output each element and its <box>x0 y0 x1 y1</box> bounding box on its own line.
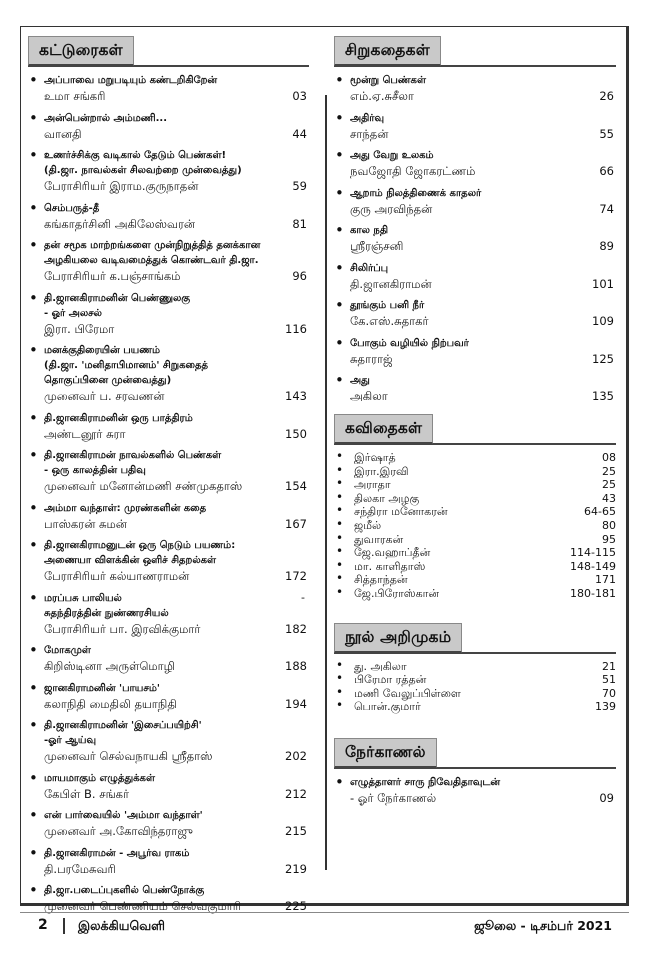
entry-title: தொகுப்பினை முன்வைத்து) <box>44 375 172 386</box>
entry-title: • கால நதி <box>350 225 389 236</box>
author-row <box>350 238 616 254</box>
toc-entry <box>28 718 309 764</box>
toc-entry <box>28 591 309 637</box>
entry-title: • மோகமுள் <box>44 645 91 656</box>
author-row <box>44 621 309 637</box>
entry-title: • எழுத்தாளர் சாரு நிவேதிதாவுடன் <box>350 776 501 788</box>
entry-author: பேராசிரியர் இராம.குருநாதன் <box>44 179 199 193</box>
entry-page: 188 <box>285 659 307 673</box>
column-divider <box>325 95 327 870</box>
entry-author: பேராசிரியர் க.பஞ்சாங்கம் <box>44 269 181 283</box>
contributor-name: • அராதா <box>334 478 391 492</box>
entry-title: • அப்பாவை மறுபடியும் கண்டறிகிறேன் <box>44 75 218 86</box>
entry-page: 25 <box>602 478 616 492</box>
toc-entry <box>28 111 309 142</box>
entry-page: 219 <box>285 861 307 876</box>
entry-title: • தி.ஜானகிராமனின் 'இசைப்பயிற்சி' <box>44 720 202 731</box>
entry-page: 59 <box>292 179 307 193</box>
toc-entry <box>334 775 616 806</box>
entry-title: • தி.ஜானகிராமன் - அபூர்வ ராகம் <box>44 847 190 859</box>
stories-list <box>334 73 616 404</box>
author-row <box>350 351 616 367</box>
entry-page: 194 <box>285 696 307 711</box>
entry-title: • தூங்கும் பனி நீர் <box>350 300 425 311</box>
toc-entry <box>28 501 309 532</box>
magazine-name: இலக்கியவெளி <box>78 918 165 933</box>
entry-author: கலாநிதி மைதிலி தயாநிதி <box>44 696 177 711</box>
toc-entry <box>334 148 616 179</box>
contributor-name: • மா. காளிதாஸ் <box>334 560 425 574</box>
author-row <box>44 268 309 284</box>
entry-title: • அது <box>350 375 370 386</box>
entry-page: 26 <box>599 89 614 103</box>
toc-entry <box>28 448 309 494</box>
entry-title: • தி.ஜானகிராமனுடன் ஒரு நெடும் பயணம்: <box>44 540 236 551</box>
contributor-name: • ஜமீல் <box>334 519 381 533</box>
entry-title: அழகியலை வடிவமைத்துக் கொண்டவர் தி.ஜா. <box>44 255 259 266</box>
entry-author: முனைவர் பெண்ணியம் செல்வகுமாரி <box>44 899 242 913</box>
poems-heading: கவிதைகள் <box>334 414 433 444</box>
page-number: 2 <box>38 917 48 933</box>
entry-page: 25 <box>602 464 616 478</box>
interview-heading: நேர்காணல் <box>334 738 437 768</box>
entry-page: 81 <box>292 216 307 231</box>
entry-page: 09 <box>599 790 614 805</box>
toc-row <box>334 673 616 687</box>
toc-entry <box>334 73 616 104</box>
entry-author: வானதி <box>44 126 82 141</box>
entry-page: 182 <box>285 621 307 636</box>
books-heading: நூல் அறிமுகம் <box>334 623 462 653</box>
toc-entry <box>28 846 309 877</box>
toc-row <box>334 573 616 587</box>
entry-title: (தி.ஜா. 'மனிதாபிமானம்' சிறுகதைத் <box>44 360 208 371</box>
toc-row <box>334 546 616 560</box>
entry-author: எம்.ஏ.சுசீலா <box>350 89 414 103</box>
entry-page: 95 <box>602 532 616 546</box>
entry-title: • சிலிர்ப்பு <box>350 262 389 274</box>
entry-title: • அம்மா வந்தாள்: முரண்களின் கதை <box>44 502 207 514</box>
toc-entry <box>28 73 309 104</box>
entry-title: -ஓர் ஆய்வு <box>44 735 97 746</box>
contributor-name: • துவாரகன் <box>334 533 403 547</box>
toc-entry <box>28 291 309 337</box>
entry-author: அகிலா <box>350 389 388 403</box>
entry-page: 154 <box>285 479 307 493</box>
author-row <box>44 823 309 839</box>
entry-page: 55 <box>599 126 614 141</box>
entry-page: 150 <box>285 426 307 441</box>
toc-row <box>334 700 616 714</box>
entry-author: சாந்தன் <box>350 126 389 141</box>
entry-page: 89 <box>599 239 614 253</box>
author-row <box>350 201 616 217</box>
entry-page: 167 <box>285 516 307 531</box>
toc-entry <box>28 808 309 839</box>
toc-entry <box>28 681 309 712</box>
entry-page: 43 <box>602 491 616 505</box>
toc-entry <box>28 411 309 442</box>
entry-author: பேராசிரியர் கல்யாணராமன் <box>44 569 190 583</box>
entry-page: 171 <box>595 573 616 587</box>
articles-heading: கட்டுரைகள் <box>28 36 134 66</box>
entry-author: உமா சங்கரி <box>44 89 106 103</box>
toc-entry <box>28 238 309 284</box>
toc-entry <box>28 883 309 914</box>
author-row <box>350 313 616 329</box>
entry-author: ஸ்ரீரஞ்சனி <box>350 239 404 253</box>
toc-row <box>334 533 616 547</box>
entry-author: தி.ஜானகிராமன் <box>350 276 432 291</box>
contributor-name: • திலகா அழகு <box>334 492 419 506</box>
contributor-name: • இரா.இரவி <box>334 465 409 479</box>
entry-page: 139 <box>595 700 616 714</box>
entry-title: அணையா விளக்கின் ஒளிச் சிதறல்கள் <box>44 555 217 566</box>
contributor-name: • சந்திரா மனோகரன் <box>334 505 448 519</box>
author-row <box>44 658 309 674</box>
toc-row <box>334 560 616 574</box>
toc-row <box>334 687 616 701</box>
toc-row <box>334 505 616 519</box>
entry-title: • அதிர்வு <box>350 112 385 124</box>
entry-page: 114-115 <box>570 546 616 560</box>
entry-author: குரு அரவிந்தன் <box>350 201 433 216</box>
entry-page: 116 <box>285 321 307 336</box>
entry-title: • உணர்ச்சிக்கு வடிகால் தேடும் பெண்கள்! <box>44 150 227 161</box>
entry-page: 96 <box>292 269 307 283</box>
poems-list <box>334 451 616 601</box>
toc-entry <box>28 343 309 404</box>
toc-entry <box>334 336 616 367</box>
entry-author: கிறிஸ்டினா அருள்மொழி <box>44 659 175 673</box>
author-row <box>350 163 616 179</box>
entry-title: • ஆறாம் நிலத்திணைக் காதலர் <box>350 187 482 199</box>
entry-title: • போகும் வழியில் நிற்பவர் <box>350 337 469 349</box>
author-row <box>44 696 309 712</box>
entry-page: 03 <box>292 89 307 103</box>
entry-page: 21 <box>602 659 616 673</box>
entry-page: 74 <box>599 201 614 216</box>
entry-author: தி.பரமேசுவரி <box>44 861 116 876</box>
entry-title: • ஜானகிராமனின் 'பாயசம்' <box>44 682 160 694</box>
contributor-name: • இர்ஷாத் <box>334 451 396 465</box>
footer-separator <box>63 918 65 934</box>
contributor-name: • பொன்.குமார் <box>334 700 421 714</box>
entry-page: 51 <box>602 673 616 687</box>
entry-title: • தி.ஜானகிராமனின் ஒரு பாத்திரம் <box>44 412 193 424</box>
entry-title: • தி.ஜா.படைப்புகளில் பெண்நோக்கு <box>44 885 205 896</box>
toc-row <box>334 587 616 601</box>
author-row <box>44 861 309 877</box>
contributor-name: • து. அகிலா <box>334 660 407 674</box>
toc-entry <box>28 771 309 802</box>
left-column <box>28 36 309 921</box>
entry-page: 125 <box>592 351 614 366</box>
author-row <box>44 126 309 142</box>
author-row <box>350 126 616 142</box>
entry-title: • தி.ஜானகிராமனின் பெண்ணுலகு <box>44 292 191 304</box>
toc-entry <box>334 298 616 329</box>
toc-entry <box>334 111 616 142</box>
interview-list <box>334 775 616 806</box>
entry-page: 64-65 <box>584 505 616 519</box>
entry-author: அண்டனூர் சுரா <box>44 426 126 441</box>
author-row <box>350 276 616 292</box>
entry-title: - ஓர் அலசல் <box>44 307 102 319</box>
author-row <box>350 388 616 404</box>
footer-rule <box>20 912 629 913</box>
entry-page: 80 <box>602 518 616 532</box>
entry-title: • மனக்குதிரையின் பயணம் <box>44 345 161 356</box>
entry-page: 70 <box>602 686 616 700</box>
author-row <box>44 178 309 194</box>
author-row <box>44 748 309 764</box>
contributor-name: • ஜே.பிரோஸ்கான் <box>334 587 439 601</box>
author-row <box>44 568 309 584</box>
entry-page: 225 <box>285 899 307 913</box>
entry-title: • என் பார்வையில் 'அம்மா வந்தாள்' <box>44 810 203 821</box>
toc-entry <box>334 223 616 254</box>
toc-row <box>334 451 616 465</box>
entry-page: 109 <box>592 314 614 328</box>
toc-entry <box>28 643 309 674</box>
toc-row <box>334 465 616 479</box>
author-row <box>44 516 309 532</box>
entry-author: கேபிள் B. சங்கர் <box>44 786 130 801</box>
entry-title: • செம்பருத்-தீ <box>44 202 100 214</box>
author-row <box>44 321 309 337</box>
entry-title: • தி.ஜானகிராமன் நாவல்களில் பெண்கள் <box>44 450 222 461</box>
entry-title: • அன்பென்றால் அம்மணி... <box>44 112 168 124</box>
stories-section <box>334 36 616 404</box>
entry-title: • மூன்று பெண்கள் <box>350 75 426 86</box>
contributor-name: • சித்தாந்தன் <box>334 573 408 587</box>
entry-author: முனைவர் செல்வநாயகி ஸ்ரீதாஸ் <box>44 749 213 763</box>
entry-page: 135 <box>592 389 614 403</box>
toc-entry <box>28 538 309 584</box>
entry-page: 44 <box>292 126 307 141</box>
entry-page: 148-149 <box>570 559 616 573</box>
entry-page: 143 <box>285 389 307 403</box>
author-row <box>350 88 616 104</box>
entry-title: • மரப்பசு பாலியல் <box>44 592 122 604</box>
entry-title: • அது வேறு உலகம் <box>350 150 434 161</box>
entry-page: 08 <box>602 451 616 464</box>
entry-author: கே.எஸ்.சுதாகர் <box>350 314 429 328</box>
contributor-name: • ஜே.வஹாப்தீன் <box>334 546 430 560</box>
author-row <box>44 786 309 802</box>
toc-entry <box>334 261 616 292</box>
entry-title: சுதந்திரத்தின் நுண்ணரசியல் <box>44 607 169 619</box>
poems-section <box>334 414 616 601</box>
toc-row <box>334 478 616 492</box>
entry-page: 212 <box>285 786 307 801</box>
right-column <box>334 36 616 812</box>
entry-title: • மாயமாகும் எழுத்துக்கள் <box>44 772 155 784</box>
author-row <box>44 388 309 404</box>
author-row <box>44 426 309 442</box>
entry-page: 101 <box>592 276 614 291</box>
entry-author: நவஜோதி ஜோகரட்ணம் <box>350 164 476 178</box>
toc-row <box>334 519 616 533</box>
author-row <box>350 790 616 806</box>
stories-heading: சிறுகதைகள் <box>334 36 441 66</box>
entry-author: பாஸ்கரன் சுமன் <box>44 516 127 531</box>
entry-page: 172 <box>285 569 307 583</box>
articles-section <box>28 36 309 914</box>
entry-author: முனைவர் அ.கோவிந்தராஜு <box>44 824 193 838</box>
entry-author: - ஓர் நேர்காணல் <box>350 790 437 805</box>
entry-title: - ஒரு காலத்தின் பதிவு <box>44 465 146 476</box>
toc-entry <box>334 186 616 217</box>
entry-title: • தன் சமூக மாற்றங்களை முன்நிறுத்தித் தனக்கான <box>44 240 261 251</box>
entry-title: (தி.ஜா. நாவல்கள் சிலவற்றை முன்வைத்து) <box>44 165 242 176</box>
entry-author: கங்காதர்சினி அகிலேஸ்வரன் <box>44 216 196 231</box>
interview-section <box>334 738 616 806</box>
books-list <box>334 660 616 714</box>
toc-row <box>334 492 616 506</box>
entry-author: இரா. பிரேமா <box>44 321 115 336</box>
entry-author: பேராசிரியர் பா. இரவிக்குமார் <box>44 621 201 636</box>
entry-mark: - <box>301 590 305 604</box>
contributor-name: • பிரேமா ரத்தன் <box>334 673 426 687</box>
entry-page: 202 <box>285 749 307 763</box>
entry-page: 180-181 <box>570 586 616 600</box>
entry-page: 66 <box>599 164 614 178</box>
toc-entry <box>28 148 309 194</box>
articles-list <box>28 73 309 914</box>
author-row <box>44 88 309 104</box>
issue-date: ஜூலை - டிசம்பர் 2021 <box>474 918 612 933</box>
author-row <box>44 478 309 494</box>
toc-entry <box>28 201 309 232</box>
entry-author: சுதாராஜ் <box>350 351 393 366</box>
toc-entry <box>334 373 616 404</box>
author-row <box>44 216 309 232</box>
entry-author: முனைவர் ப. சரவணன் <box>44 389 165 403</box>
toc-row <box>334 660 616 674</box>
entry-author: முனைவர் மனோன்மணி சண்முகதாஸ் <box>44 479 243 493</box>
contributor-name: • மணி வேலுப்பிள்ளை <box>334 687 461 701</box>
entry-page: 215 <box>285 824 307 838</box>
books-section <box>334 623 616 714</box>
